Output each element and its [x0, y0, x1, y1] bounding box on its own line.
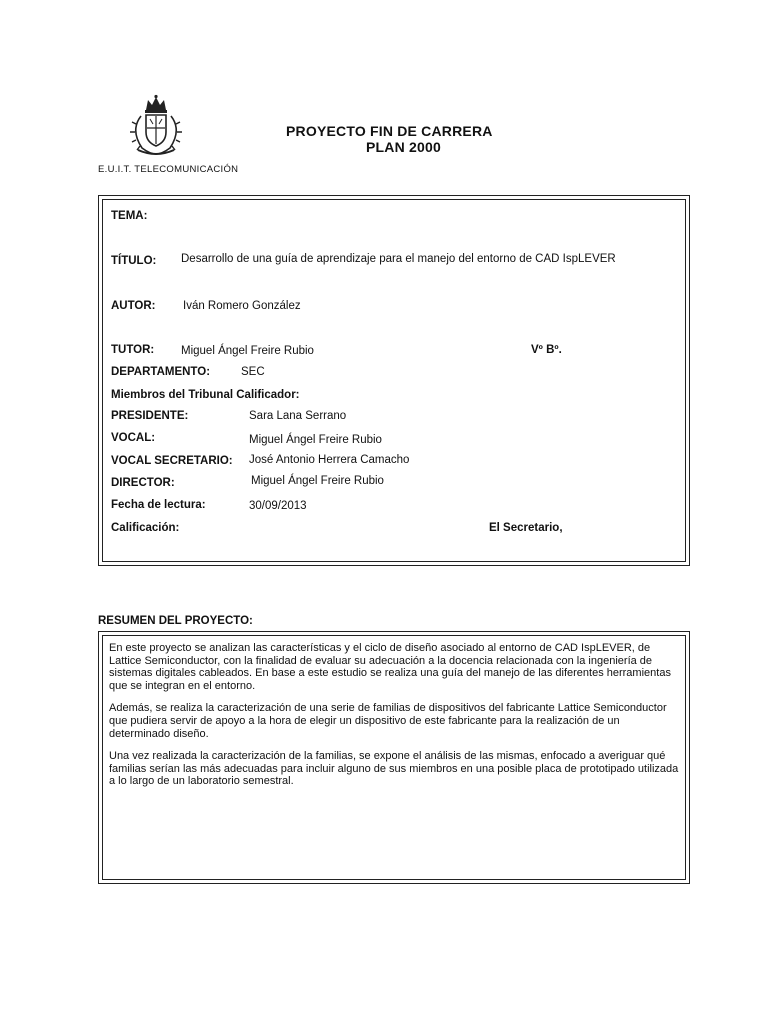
- autor-value: Iván Romero González: [183, 300, 301, 312]
- fecha-lectura-label: Fecha de lectura:: [111, 499, 206, 511]
- secretario-signature-label: El Secretario,: [489, 522, 563, 534]
- document-title: PROYECTO FIN DE CARRERA: [286, 123, 493, 139]
- summary-heading: RESUMEN DEL PROYECTO:: [98, 615, 253, 627]
- institution-name: E.U.I.T. TELECOMUNICACIÓN: [98, 164, 239, 175]
- director-value: Miguel Ángel Freire Rubio: [251, 475, 384, 487]
- presidente-label: PRESIDENTE:: [111, 410, 189, 422]
- calificacion-label: Calificación:: [111, 522, 180, 534]
- vocal-secretario-label: VOCAL SECRETARIO:: [111, 455, 233, 467]
- autor-label: AUTOR:: [111, 300, 156, 312]
- vocal-secretario-value: José Antonio Herrera Camacho: [249, 454, 410, 466]
- visto-bueno-label: Vº Bº.: [531, 344, 562, 356]
- university-crest-logo: [124, 94, 188, 158]
- titulo-label: TÍTULO:: [111, 255, 157, 267]
- summary-paragraph: En este proyecto se analizan las características y el ciclo de diseño asociado al entorno de CAD IspLEVER, de Lattice Semiconductor, con la finalidad de evaluar su adecuación a la docencia relacionada con la ingeniería de sistemas digitales cableados. En base a este estudio se realiza una guía del manejo de las diferentes herramientas que se integran en el entorno.: [109, 642, 671, 692]
- departamento-label: DEPARTAMENTO:: [111, 366, 211, 378]
- director-label: DIRECTOR:: [111, 477, 175, 489]
- tutor-label: TUTOR:: [111, 344, 155, 356]
- vocal-value: Miguel Ángel Freire Rubio: [249, 434, 382, 446]
- tutor-value: Miguel Ángel Freire Rubio: [181, 345, 314, 357]
- project-info-box: [98, 195, 690, 566]
- departamento-value: SEC: [241, 366, 265, 378]
- summary-paragraph: Una vez realizada la caracterización de la familias, se expone el análisis de las mismas, enfocado a averiguar qué familias serían las más adecuadas para incluir alguno de sus miembros en una posible placa de prototipado utilizada a lo largo de un laboratorio semestral.: [109, 750, 679, 788]
- fecha-lectura-value: 30/09/2013: [249, 500, 307, 512]
- summary-paragraph: Además, se realiza la caracterización de una serie de familias de dispositivos del fabricante Lattice Semiconductor que pudiera servir de apoyo a la hora de elegir un dispositivo de este fabricante para la realización de un determinado diseño.: [109, 702, 667, 740]
- tema-label: TEMA:: [111, 210, 148, 222]
- summary-text: [109, 642, 681, 798]
- plan-title: PLAN 2000: [366, 139, 441, 155]
- titulo-value: Desarrollo de una guía de aprendizaje para el manejo del entorno de CAD IspLEVER: [181, 253, 616, 265]
- vocal-label: VOCAL:: [111, 432, 156, 444]
- tribunal-heading: Miembros del Tribunal Calificador:: [111, 389, 300, 401]
- presidente-value: Sara Lana Serrano: [249, 410, 347, 422]
- summary-box: [98, 631, 690, 884]
